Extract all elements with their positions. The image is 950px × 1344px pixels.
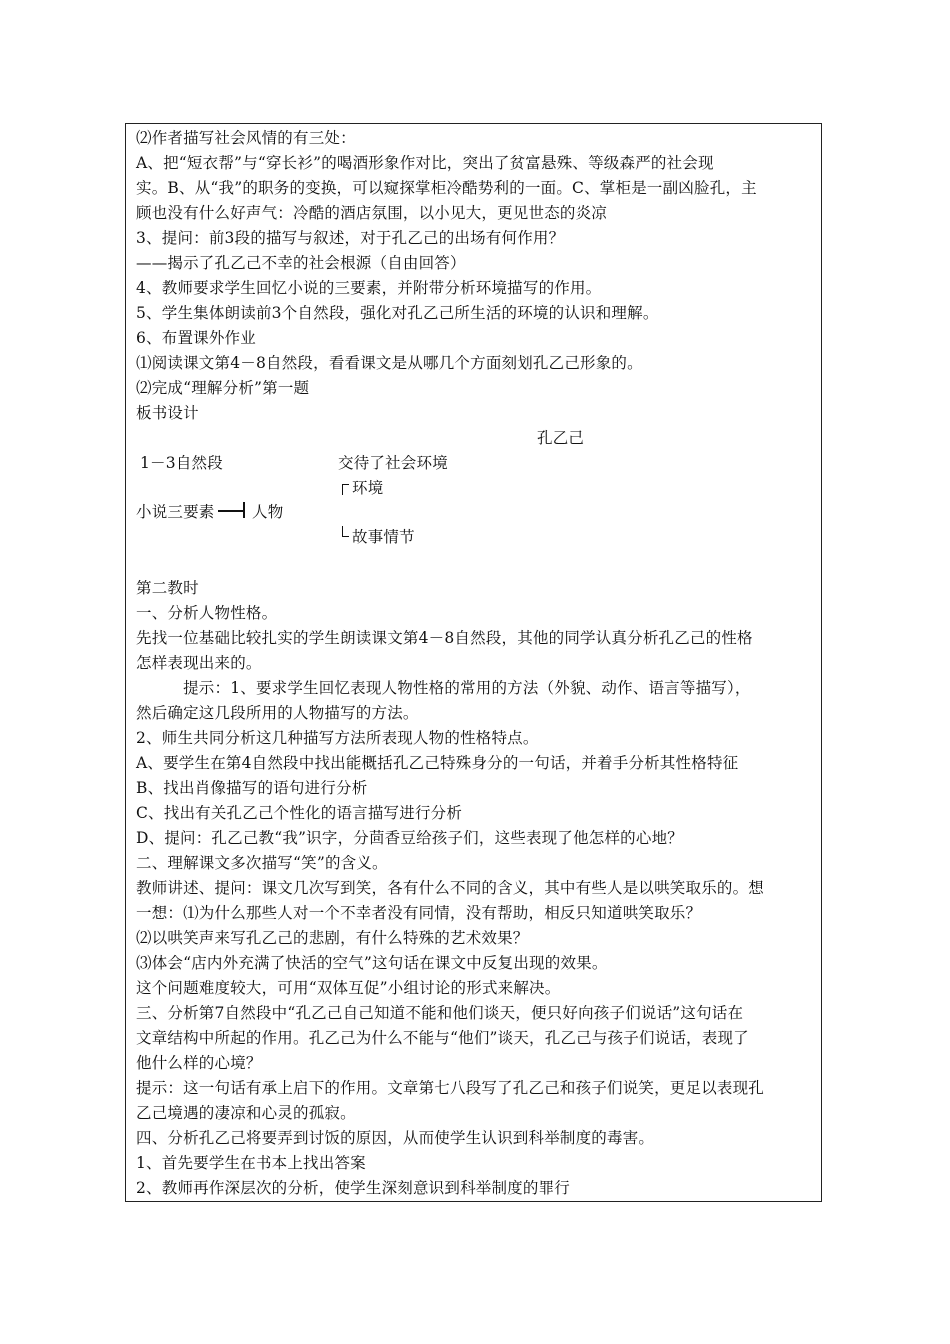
text-line: ——揭示了孔乙己不幸的社会根源（自由回答）	[136, 254, 466, 272]
text-line: ⑴阅读课文第4－8自然段，看看课文是从哪几个方面刻划孔乙己形象的。	[136, 354, 643, 372]
text-line: ⑵作者描写社会风情的有三处：	[136, 129, 356, 147]
text-line: 实。B、从“我”的职务的变换，可以窥探掌柜冷酷势利的一面。C、掌柜是一副凶脸孔，主	[136, 179, 757, 197]
bracket-bottom-mark	[342, 526, 349, 537]
text-line: 教师讲述、提问：课文几次写到笑，各有什么不同的含义，其中有些人是以哄笑取乐的。想	[136, 879, 765, 897]
text-line: 二、理解课文多次描写“笑”的含义。	[136, 854, 388, 872]
text-line: 提示：这一句话有承上启下的作用。文章第七八段写了孔乙己和孩子们说笑，更足以表现孔	[136, 1079, 765, 1097]
text-line: D、提问：孔乙己教“我”识字，分茴香豆给孩子们，这些表现了他怎样的心地？	[136, 829, 683, 847]
text-line: 2、师生共同分析这几种描写方法所表现人物的性格特点。	[136, 729, 539, 747]
board-elements: 小说三要素	[136, 503, 215, 521]
text-line: 5、学生集体朗读前3个自然段，强化对孔乙己所生活的环境的认识和理解。	[136, 304, 659, 322]
text-line: ⑵完成“理解分析”第一题	[136, 379, 310, 397]
board-plot: 故事情节	[352, 528, 415, 546]
bracket-connector	[218, 510, 244, 512]
board-title: 孔乙己	[537, 429, 585, 447]
text-line: 2、教师再作深层次的分析，使学生深刻意识到科举制度的罪行	[136, 1179, 570, 1197]
text-line: ⑵以哄笑声来写孔乙己的悲剧，有什么特殊的艺术效果？	[136, 929, 529, 947]
text-line: 他什么样的心境？	[136, 1054, 262, 1072]
text-line: 一、分析人物性格。	[136, 604, 278, 622]
text-line: 文章结构中所起的作用。孔乙己为什么不能与“他们”谈天，孔乙己与孩子们说话，表现了	[136, 1029, 749, 1047]
text-line: 1、首先要学生在书本上找出答案	[136, 1154, 366, 1172]
text-line: C、找出有关孔乙己个性化的语言描写进行分析	[136, 804, 463, 822]
bracket-tick	[243, 502, 245, 518]
text-line: 三、分析第7自然段中“孔乙己自己知道不能和他们谈天，便只好向孩子们说话”这句话在	[136, 1004, 744, 1022]
bracket-top-mark	[342, 484, 349, 495]
board-person: 人物	[252, 503, 284, 521]
text-line: ⑶体会“店内外充满了快活的空气”这句话在课文中反复出现的效果。	[136, 954, 608, 972]
text-line: 先找一位基础比较扎实的学生朗读课文第4－8自然段，其他的同学认真分析孔乙己的性格	[136, 629, 753, 647]
text-line: 四、分析孔乙己将要弄到讨饭的原因，从而使学生认识到科举制度的毒害。	[136, 1129, 655, 1147]
text-line: 3、提问：前3段的描写与叙述，对于孔乙己的出场有何作用？	[136, 229, 565, 247]
text-line: 提示：1、要求学生回忆表现人物性格的常用的方法（外貌、动作、语言等描写），	[136, 679, 751, 697]
board-row-right: 交待了社会环境	[338, 454, 448, 472]
text-line: 然后确定这几段所用的人物描写的方法。	[136, 704, 419, 722]
text-line: A、要学生在第4自然段中找出能概括孔乙己特殊身分的一句话，并着手分析其性格特征	[136, 754, 739, 772]
text-line: A、把“短衣帮”与“穿长衫”的喝酒形象作对比，突出了贫富悬殊、等级森严的社会现	[136, 154, 714, 172]
section-heading: 第二教时	[136, 579, 199, 597]
text-line: 乙己境遇的凄凉和心灵的孤寂。	[136, 1104, 356, 1122]
board-row-left: 1－3自然段	[140, 454, 223, 472]
board-environment: 环境	[352, 479, 384, 497]
text-line: 这个问题难度较大，可用“双体互促”小组讨论的形式来解决。	[136, 979, 561, 997]
text-line: 怎样表现出来的。	[136, 654, 262, 672]
text-line: 一想：⑴为什么那些人对一个不幸者没有同情，没有帮助，相反只知道哄笑取乐？	[136, 904, 702, 922]
board-heading: 板书设计	[136, 404, 199, 422]
text-line: 6、布置课外作业	[136, 329, 256, 347]
text-line: B、找出肖像描写的语句进行分析	[136, 779, 368, 797]
text-line: 顾也没有什么好声气：冷酷的酒店氛围，以小见大，更见世态的炎凉	[136, 204, 608, 222]
text-line: 4、教师要求学生回忆小说的三要素，并附带分析环境描写的作用。	[136, 279, 602, 297]
